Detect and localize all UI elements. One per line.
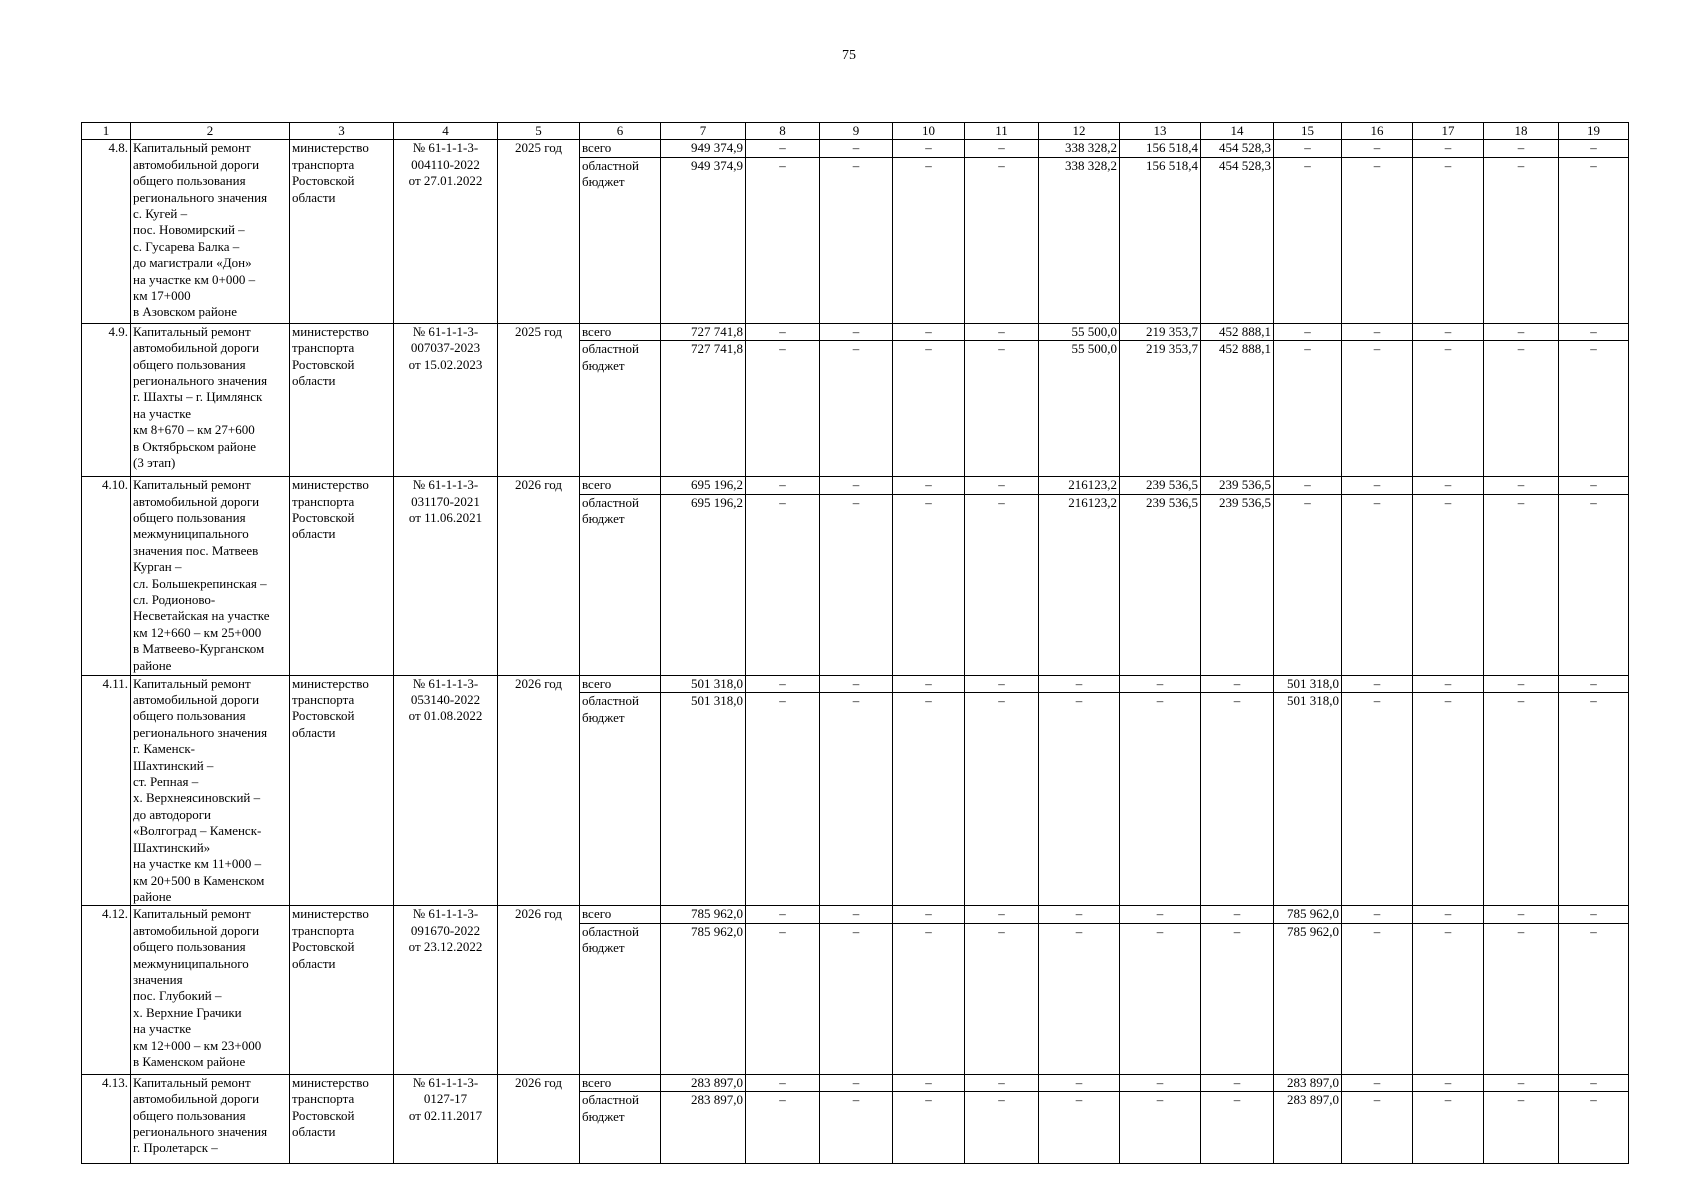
year-amount-cell: – (820, 494, 893, 675)
responsible-organization: министерство транспорта Ростовской области (290, 140, 394, 323)
column-header: 17 (1413, 123, 1484, 140)
total-amount-cell: 501 318,0 (661, 675, 746, 693)
row-number: 4.10. (82, 477, 131, 675)
funding-source: областной бюджет (580, 693, 661, 906)
total-amount-cell: 727 741,8 (661, 323, 746, 340)
year-amount-cell: – (1413, 494, 1484, 675)
row-number: 4.8. (82, 140, 131, 323)
row-number: 4.9. (82, 323, 131, 476)
year-amount-cell: – (820, 477, 893, 494)
year-amount-cell: – (746, 1074, 820, 1091)
completion-year: 2025 год (498, 323, 580, 476)
year-amount-cell: 156 518,4 (1120, 157, 1201, 323)
year-amount-cell: – (1559, 923, 1629, 1074)
table-row-total (82, 675, 1629, 693)
year-amount-cell: – (746, 906, 820, 923)
year-amount-cell: – (1120, 675, 1201, 693)
year-amount-cell: – (1559, 341, 1629, 477)
funding-source: всего (580, 323, 661, 340)
year-amount-cell: – (1413, 1074, 1484, 1091)
year-amount-cell: 785 962,0 (1274, 906, 1342, 923)
year-amount-cell: – (1039, 1092, 1120, 1164)
year-amount-cell: – (1559, 140, 1629, 157)
year-amount-cell: – (1484, 923, 1559, 1074)
year-amount-cell: 454 528,3 (1201, 157, 1274, 323)
funding-source: областной бюджет (580, 157, 661, 323)
funding-source: всего (580, 906, 661, 923)
column-header: 14 (1201, 123, 1274, 140)
year-amount-cell: – (1484, 675, 1559, 693)
year-amount-cell: – (820, 157, 893, 323)
funding-source: всего (580, 1074, 661, 1091)
year-amount-cell: – (820, 906, 893, 923)
year-amount-cell: – (1342, 906, 1413, 923)
year-amount-cell: – (1413, 923, 1484, 1074)
year-amount-cell: – (965, 140, 1039, 157)
year-amount-cell: – (1484, 693, 1559, 906)
year-amount-cell: – (1413, 341, 1484, 477)
expertise-document: № 61-1-1-3- 053140-2022 от 01.08.2022 (394, 675, 498, 906)
year-amount-cell: – (1120, 693, 1201, 906)
year-amount-cell: – (1274, 477, 1342, 494)
year-amount-cell: – (1274, 323, 1342, 340)
column-header: 5 (498, 123, 580, 140)
year-amount-cell: – (965, 157, 1039, 323)
year-amount-cell: – (893, 675, 965, 693)
year-amount-cell: – (1484, 906, 1559, 923)
year-amount-cell: – (820, 323, 893, 340)
year-amount-cell: – (1342, 140, 1413, 157)
year-amount-cell: – (746, 1092, 820, 1164)
year-amount-cell: – (1342, 1092, 1413, 1164)
year-amount-cell: – (1342, 693, 1413, 906)
table-row-total (82, 323, 1629, 340)
column-header: 18 (1484, 123, 1559, 140)
column-header: 19 (1559, 123, 1629, 140)
column-header: 6 (580, 123, 661, 140)
funding-source: всего (580, 140, 661, 157)
year-amount-cell: – (1342, 477, 1413, 494)
object-name: Капитальный ремонт автомобильной дороги общего пользования межмуниципального значения пос. Матвеев Курган – сл. Большекрепинская – сл. Родионово- Несветайская на участке км 12+660 – км 25+000 в Матвеево-Курганском районе (131, 477, 290, 675)
year-amount-cell: 501 318,0 (1274, 693, 1342, 906)
funding-source: всего (580, 477, 661, 494)
year-amount-cell: 454 528,3 (1201, 140, 1274, 157)
year-amount-cell: – (746, 675, 820, 693)
year-amount-cell: – (1201, 1092, 1274, 1164)
object-name: Капитальный ремонт автомобильной дороги общего пользования регионального значения с. Кугей – пос. Новомирский – с. Гусарева Балка – до магистрали «Дон» на участке км 0+000 – км 17+000 в Азовском районе (131, 140, 290, 323)
year-amount-cell: – (893, 693, 965, 906)
year-amount-cell: – (1342, 323, 1413, 340)
year-amount-cell: 501 318,0 (1274, 675, 1342, 693)
year-amount-cell: – (893, 140, 965, 157)
table-body (82, 140, 1629, 1164)
completion-year: 2026 год (498, 477, 580, 675)
year-amount-cell: – (820, 140, 893, 157)
year-amount-cell: 239 536,5 (1201, 494, 1274, 675)
total-amount-cell: 283 897,0 (661, 1092, 746, 1164)
year-amount-cell: – (1274, 157, 1342, 323)
column-header: 15 (1274, 123, 1342, 140)
year-amount-cell: – (965, 1092, 1039, 1164)
year-amount-cell: – (1342, 1074, 1413, 1091)
year-amount-cell: – (893, 323, 965, 340)
expertise-document: № 61-1-1-3- 007037-2023 от 15.02.2023 (394, 323, 498, 476)
budget-table (81, 122, 1629, 1164)
total-amount-cell: 695 196,2 (661, 494, 746, 675)
year-amount-cell: 219 353,7 (1120, 341, 1201, 477)
row-number: 4.13. (82, 1074, 131, 1163)
year-amount-cell: – (1201, 923, 1274, 1074)
year-amount-cell: – (1274, 494, 1342, 675)
funding-source: областной бюджет (580, 923, 661, 1074)
year-amount-cell: – (1413, 140, 1484, 157)
year-amount-cell: – (965, 1074, 1039, 1091)
year-amount-cell: – (1039, 693, 1120, 906)
year-amount-cell: – (746, 341, 820, 477)
year-amount-cell: – (746, 494, 820, 675)
year-amount-cell: 219 353,7 (1120, 323, 1201, 340)
object-name: Капитальный ремонт автомобильной дороги общего пользования регионального значения г. Шахты – г. Цимлянск на участке км 8+670 – км 27+600 в Октябрьском районе (3 этап) (131, 323, 290, 476)
year-amount-cell: – (1039, 1074, 1120, 1091)
year-amount-cell: – (1413, 693, 1484, 906)
year-amount-cell: – (1120, 906, 1201, 923)
total-amount-cell: 727 741,8 (661, 341, 746, 477)
table-row-total (82, 1074, 1629, 1091)
column-number-row (82, 123, 1629, 140)
year-amount-cell: – (893, 923, 965, 1074)
year-amount-cell: 338 328,2 (1039, 157, 1120, 323)
total-amount-cell: 949 374,9 (661, 140, 746, 157)
funding-source: всего (580, 675, 661, 693)
year-amount-cell: – (1342, 494, 1413, 675)
year-amount-cell: – (1559, 477, 1629, 494)
funding-source: областной бюджет (580, 1092, 661, 1164)
expertise-document: № 61-1-1-3- 0127-17 от 02.11.2017 (394, 1074, 498, 1163)
year-amount-cell: – (1342, 341, 1413, 477)
year-amount-cell: – (1413, 675, 1484, 693)
year-amount-cell: 55 500,0 (1039, 341, 1120, 477)
funding-source: областной бюджет (580, 341, 661, 477)
total-amount-cell: 283 897,0 (661, 1074, 746, 1091)
year-amount-cell: – (1413, 323, 1484, 340)
column-header: 10 (893, 123, 965, 140)
year-amount-cell: – (893, 341, 965, 477)
year-amount-cell: 452 888,1 (1201, 323, 1274, 340)
total-amount-cell: 785 962,0 (661, 923, 746, 1074)
year-amount-cell: – (1120, 923, 1201, 1074)
column-header: 3 (290, 123, 394, 140)
object-name: Капитальный ремонт автомобильной дороги общего пользования регионального значения г. Каменск- Шахтинский – ст. Репная – х. Верхнеясиновский – до автодороги «Волгоград – Каменск- Шахтинский» на участке км 11+000 – км 20+500 в Каменском районе (131, 675, 290, 906)
year-amount-cell: 239 536,5 (1201, 477, 1274, 494)
column-header: 2 (131, 123, 290, 140)
column-header: 7 (661, 123, 746, 140)
year-amount-cell: – (965, 693, 1039, 906)
year-amount-cell: – (1342, 923, 1413, 1074)
year-amount-cell: – (1120, 1074, 1201, 1091)
year-amount-cell: – (1484, 323, 1559, 340)
table-row-total (82, 906, 1629, 923)
column-header: 12 (1039, 123, 1120, 140)
year-amount-cell: – (1484, 477, 1559, 494)
year-amount-cell: – (820, 923, 893, 1074)
completion-year: 2026 год (498, 906, 580, 1074)
year-amount-cell: – (1559, 323, 1629, 340)
total-amount-cell: 949 374,9 (661, 157, 746, 323)
expertise-document: № 61-1-1-3- 031170-2021 от 11.06.2021 (394, 477, 498, 675)
year-amount-cell: – (1413, 157, 1484, 323)
page-number: 75 (842, 48, 856, 63)
year-amount-cell: – (1484, 1092, 1559, 1164)
year-amount-cell: – (1559, 494, 1629, 675)
year-amount-cell: – (746, 323, 820, 340)
year-amount-cell: – (965, 477, 1039, 494)
year-amount-cell: – (965, 906, 1039, 923)
year-amount-cell: – (1559, 906, 1629, 923)
total-amount-cell: 695 196,2 (661, 477, 746, 494)
year-amount-cell: – (1201, 1074, 1274, 1091)
table-row-total (82, 477, 1629, 494)
year-amount-cell: – (746, 157, 820, 323)
year-amount-cell: – (893, 906, 965, 923)
year-amount-cell: – (1559, 1092, 1629, 1164)
completion-year: 2026 год (498, 675, 580, 906)
year-amount-cell: – (893, 494, 965, 675)
year-amount-cell: – (1484, 140, 1559, 157)
year-amount-cell: – (1274, 341, 1342, 477)
year-amount-cell: 785 962,0 (1274, 923, 1342, 1074)
year-amount-cell: – (965, 323, 1039, 340)
column-header: 4 (394, 123, 498, 140)
year-amount-cell: – (746, 140, 820, 157)
year-amount-cell: – (820, 341, 893, 477)
responsible-organization: министерство транспорта Ростовской области (290, 1074, 394, 1163)
year-amount-cell: – (893, 1074, 965, 1091)
year-amount-cell: – (1413, 1092, 1484, 1164)
table-row-total (82, 140, 1629, 157)
year-amount-cell: 156 518,4 (1120, 140, 1201, 157)
column-header: 16 (1342, 123, 1413, 140)
year-amount-cell: – (1039, 906, 1120, 923)
year-amount-cell: – (1201, 906, 1274, 923)
object-name: Капитальный ремонт автомобильной дороги общего пользования регионального значения г. Пролетарск – (131, 1074, 290, 1163)
year-amount-cell: – (746, 923, 820, 1074)
year-amount-cell: – (746, 693, 820, 906)
year-amount-cell: – (1342, 675, 1413, 693)
year-amount-cell: – (820, 1074, 893, 1091)
year-amount-cell: – (1413, 477, 1484, 494)
year-amount-cell: – (1201, 675, 1274, 693)
year-amount-cell: – (965, 494, 1039, 675)
year-amount-cell: – (820, 675, 893, 693)
year-amount-cell: – (965, 675, 1039, 693)
year-amount-cell: – (1559, 693, 1629, 906)
column-header: 8 (746, 123, 820, 140)
responsible-organization: министерство транспорта Ростовской области (290, 477, 394, 675)
year-amount-cell: – (746, 477, 820, 494)
year-amount-cell: – (1559, 1074, 1629, 1091)
total-amount-cell: 501 318,0 (661, 693, 746, 906)
year-amount-cell: 55 500,0 (1039, 323, 1120, 340)
year-amount-cell: – (1039, 675, 1120, 693)
year-amount-cell: – (893, 477, 965, 494)
column-header: 13 (1120, 123, 1201, 140)
year-amount-cell: – (1559, 157, 1629, 323)
year-amount-cell: – (1484, 1074, 1559, 1091)
year-amount-cell: 239 536,5 (1120, 477, 1201, 494)
year-amount-cell: 283 897,0 (1274, 1074, 1342, 1091)
year-amount-cell: – (1413, 906, 1484, 923)
year-amount-cell: – (1484, 157, 1559, 323)
year-amount-cell: 452 888,1 (1201, 341, 1274, 477)
year-amount-cell: – (965, 341, 1039, 477)
year-amount-cell: – (1559, 675, 1629, 693)
year-amount-cell: – (965, 923, 1039, 1074)
responsible-organization: министерство транспорта Ростовской области (290, 675, 394, 906)
column-header: 9 (820, 123, 893, 140)
funding-source: областной бюджет (580, 494, 661, 675)
year-amount-cell: 216123,2 (1039, 494, 1120, 675)
year-amount-cell: 216123,2 (1039, 477, 1120, 494)
year-amount-cell: – (820, 693, 893, 906)
completion-year: 2026 год (498, 1074, 580, 1163)
year-amount-cell: – (893, 157, 965, 323)
year-amount-cell: – (820, 1092, 893, 1164)
year-amount-cell: 283 897,0 (1274, 1092, 1342, 1164)
year-amount-cell: – (1342, 157, 1413, 323)
completion-year: 2025 год (498, 140, 580, 323)
total-amount-cell: 785 962,0 (661, 906, 746, 923)
year-amount-cell: – (1484, 341, 1559, 477)
column-header: 1 (82, 123, 131, 140)
year-amount-cell: – (1039, 923, 1120, 1074)
row-number: 4.12. (82, 906, 131, 1074)
year-amount-cell: 338 328,2 (1039, 140, 1120, 157)
responsible-organization: министерство транспорта Ростовской области (290, 906, 394, 1074)
year-amount-cell: – (1484, 494, 1559, 675)
expertise-document: № 61-1-1-3- 004110-2022 от 27.01.2022 (394, 140, 498, 323)
row-number: 4.11. (82, 675, 131, 906)
column-header: 11 (965, 123, 1039, 140)
expertise-document: № 61-1-1-3- 091670-2022 от 23.12.2022 (394, 906, 498, 1074)
year-amount-cell: – (1274, 140, 1342, 157)
object-name: Капитальный ремонт автомобильной дороги общего пользования межмуниципального значения пос. Глубокий – х. Верхние Грачики на участке км 12+000 – км 23+000 в Каменском районе (131, 906, 290, 1074)
year-amount-cell: – (1120, 1092, 1201, 1164)
year-amount-cell: – (1201, 693, 1274, 906)
year-amount-cell: 239 536,5 (1120, 494, 1201, 675)
responsible-organization: министерство транспорта Ростовской области (290, 323, 394, 476)
year-amount-cell: – (893, 1092, 965, 1164)
